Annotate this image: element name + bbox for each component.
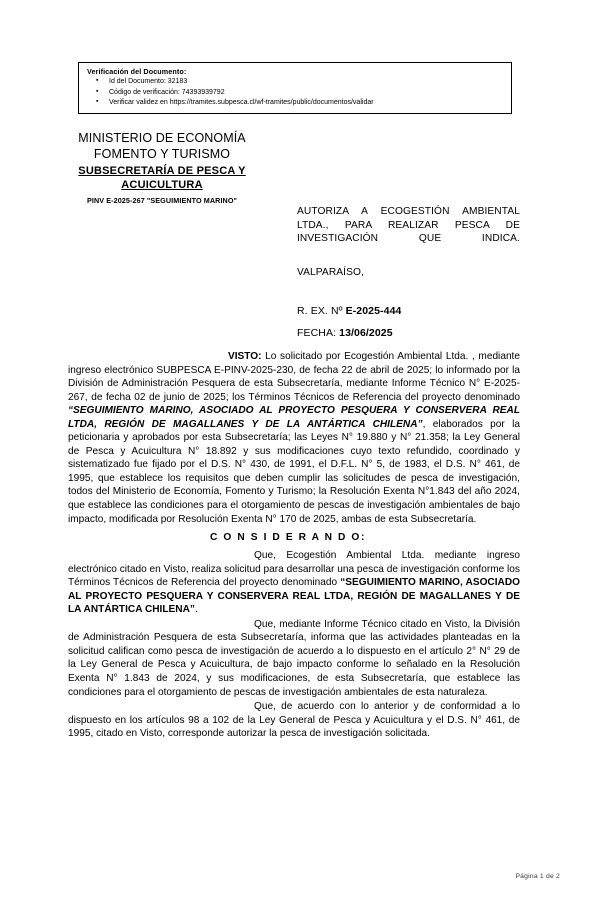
paragraph-visto <box>68 350 520 526</box>
verification-list <box>87 77 511 109</box>
resolution-date-label: FECHA: <box>297 327 340 339</box>
subsecretaria-line-1: SUBSECRETARÍA DE PESCA Y <box>78 165 246 177</box>
resolution-subject-title: AUTORIZA A ECOGESTIÓN AMBIENTAL LTDA., PARA REALIZAR PESCA DE INVESTIGACIÓN QUE INDICA. <box>297 206 520 245</box>
resolution-number <box>297 305 401 317</box>
page-footer: Página 1 de 2 <box>515 873 560 880</box>
ministry-header <box>34 131 290 162</box>
considerando-3-text: Que, de acuerdo con lo anterior y de conformidad a lo dispuesto en los artículos 98 a 102 de la Ley General de Pesca y Acuicultura y el D.S. N° 461, de 1995, citado en Visto, corresponde autorizar la pesca de investigación solicitada. <box>68 701 520 740</box>
resolution-date <box>297 327 393 339</box>
resolution-number-label: R. EX. Nº <box>297 305 346 317</box>
considerando-1-text-part-1: Que, Ecogestión Ambiental Ltda. mediante ingreso electrónico citado en Visto, realiza solicitud para desarrollar una pesca de investigación conforme los Términos Técnicos de Referencia del proyecto denominado <box>68 550 520 589</box>
visto-text-part-1: Lo solicitado por Ecogestión Ambiental Ltda. , mediante ingreso electrónico SUBPESCA E-PINV-2025-230, de fecha 22 de abril de 2025; lo informado por la División de Administración Pesquera de esta Subsecretaría, mediante Informe Técnico N° E-2025-267, de fecha 02 de junio de 2025; los Términos Técnicos de Referencia del proyecto denominado <box>68 351 520 403</box>
verification-item-validation-url: ▪ Verificar validez en https://tramites.subpesca.cl/wf-tramites/public/documentos/validar <box>87 98 511 109</box>
verification-title: Verificación del Documento: <box>87 67 187 76</box>
subsecretaria-header <box>34 165 290 192</box>
subsecretaria-line-2: ACUICULTURA <box>121 178 203 191</box>
paragraph-considerando-3 <box>68 700 520 741</box>
ministry-line-1: MINISTERIO DE ECONOMÍA <box>78 131 246 145</box>
visto-project-name: “SEGUIMIENTO MARINO, ASOCIADO AL PROYECTO PESQUERA Y CONSERVERA REAL LTDA, REGIÓN DE MAGALLANES Y DE LA ANTÁRTICA CHILENA” <box>68 405 520 430</box>
considerando-2-text: Que, mediante Informe Técnico citado en Visto, la División de Administración Pesquera de esta Subsecretaría, informa que las actividades planteadas en la solicitud califican como pesca de investigación de acuerdo a lo dispuesto en el artículo 2° N° 29 de la Ley General de Pesca y Acuicultura, de bajo impacto conforme lo señalado en la Resolución Exenta N° 1.843 de 2024, y sus modificaciones, de esta Subsecretaría, que establece las condiciones para el otorgamiento de pescas de investigación ambientales de esta naturaleza. <box>68 618 520 698</box>
considerando-heading: C O N S I D E R A N D O: <box>210 532 366 544</box>
considerando-1-project-name: “SEGUIMIENTO MARINO, ASOCIADO AL PROYECTO PESQUERA Y CONSERVERA REAL LTDA, REGIÓN DE MAGALLANES Y DE LA ANTÁRTICA CHILENA” <box>68 577 521 616</box>
paragraph-considerando-2 <box>68 618 520 699</box>
resolution-city: VALPARAÍSO, <box>297 267 364 278</box>
paragraph-considerando-1 <box>68 549 520 617</box>
document-body <box>68 350 520 741</box>
verification-item-document-id: ▪ Id del Documento: 32183 <box>87 77 511 88</box>
visto-text-part-2: , elaborados por la peticionaria y aprobados por esta Subsecretaría; las Leyes N° 19.880 y N° 21.358; la Ley General de Pesca y Acuicultura N° 18.892 y sus modificaciones cuyo texto refundido, coordinado y sistematizado fue fijado por el D.S. N° 430, de 1991, el D.F.L. N° 5, de 1983, el D.S. N° 461, de 1995, que establece los requisitos que deben cumplir las solicitudes de pesca de investigación, todos del Ministerio de Economía, Fomento y Turismo; la Resolución Exenta N°1.843 del año 2024, que establece las condiciones para el otorgamiento de pescas de investigación ambientales de bajo impacto, modificada por Resolución Exenta N° 170 de 2025, ambas de esta Subsecretaría. <box>68 418 520 525</box>
ministry-line-2: FOMENTO Y TURISMO <box>93 146 231 161</box>
resolution-number-value: E-2025-444 <box>345 305 402 317</box>
resolution-date-value: 13/06/2025 <box>339 327 393 339</box>
pinv-reference: PINV E-2025-267 "SEGUIMIENTO MARINO" <box>86 196 238 205</box>
visto-label: VISTO: <box>228 351 262 362</box>
verification-box <box>78 62 512 114</box>
verification-item-verification-code: ▪ Código de verificación: 74393939792 <box>87 88 511 99</box>
considerando-1-text-part-2: . <box>194 604 198 616</box>
